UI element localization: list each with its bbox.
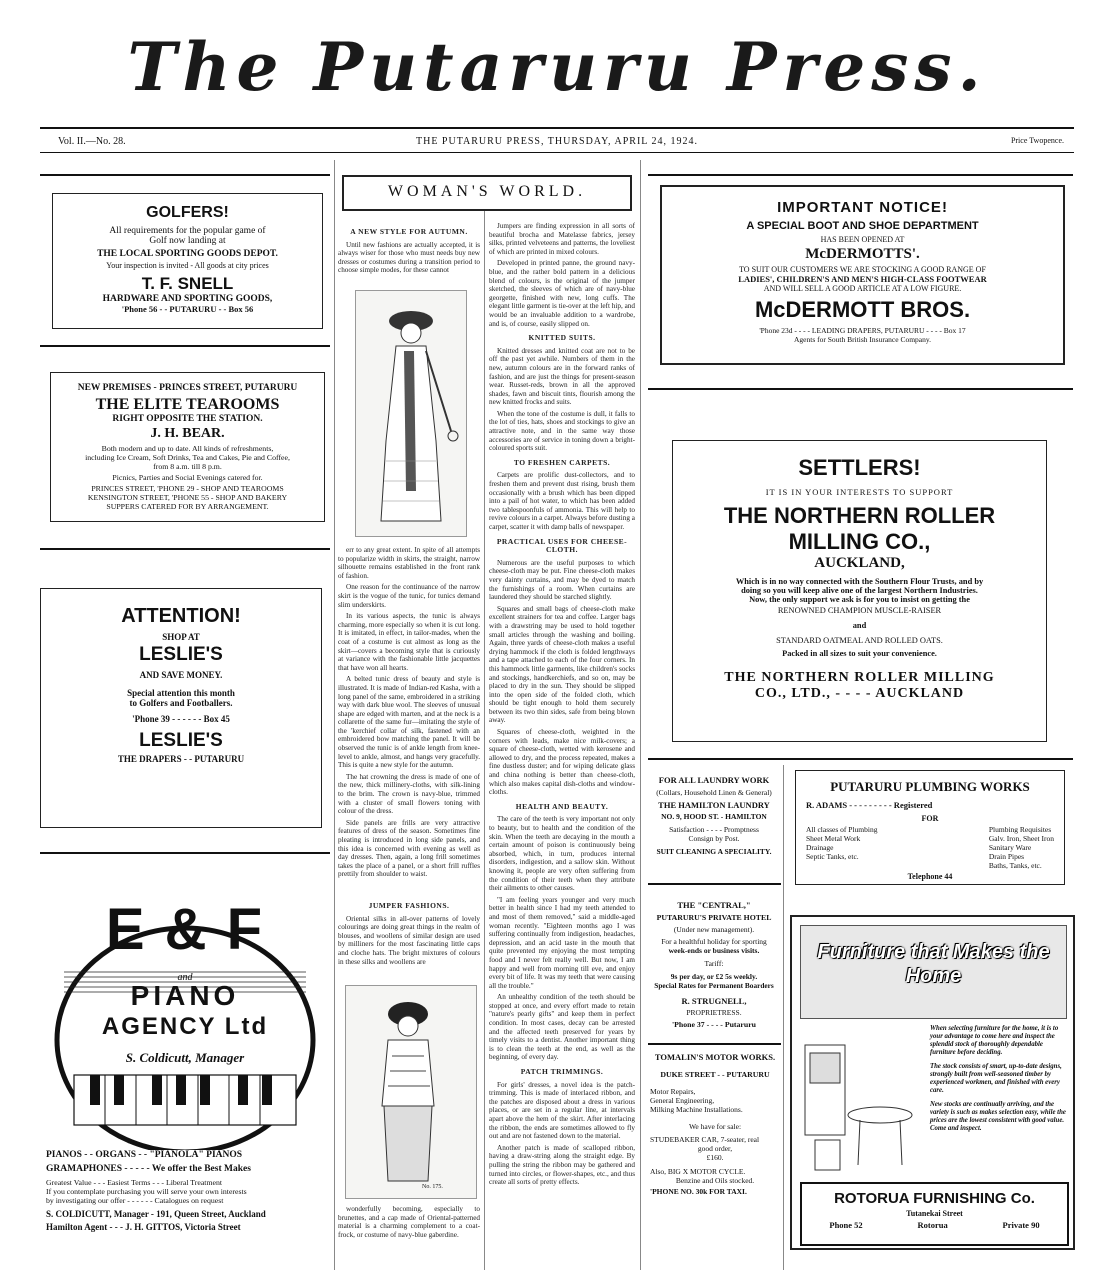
central-phone: 'Phone 37 - - - - Putaruru <box>671 1020 757 1029</box>
dateline-center: THE PUTARURU PRESS, THURSDAY, APRIL 24, 1924. <box>415 136 699 147</box>
paragraph: A belted tunic dress of beauty and style is illustrated. It is made of Indian-red Kasha, with a long panel of the same, embroidered in a striking way with dark blue wool. The sleeves of unusual shape are edged with marten, and at the neck is a collarette of the same fur—imitating the style of the 'kerchief collar of silk, fastened with an embroidered bow matching the panel. It will be observed the tunic is of ankle length from knee-level to ankle, almost, and hangs very gracefully. This is quite a new style for the autumn. <box>338 675 480 770</box>
dateline-price: Price Twopence. <box>1010 136 1064 145</box>
rotorua-footer <box>800 1182 1069 1246</box>
ef-and: and <box>177 972 193 983</box>
settlers-line5: RENOWNED CHAMPION MUSCLE-RAISER <box>777 606 942 615</box>
leslies-ad <box>40 588 322 828</box>
rotorua-text1: When selecting furniture for the home, it is to your advantage to come here and inspect the splendid stock of thoroughly dependable furniture before deciding. <box>930 1025 1059 1056</box>
rotorua-street: Tutanekai Street <box>906 1209 963 1218</box>
golfers-line2: Golf now landing at <box>149 236 226 246</box>
settlers-line7: STANDARD OATMEAL AND ROLLED OATS. <box>776 636 943 645</box>
tomalin-line8: £160. <box>706 1153 724 1162</box>
ef-line5: by investigating our offer - - - - - - Catalogues on request <box>46 1196 224 1205</box>
central-line9: PROPRIETRESS. <box>686 1008 742 1017</box>
divider <box>40 345 330 347</box>
divider <box>648 388 1073 390</box>
woman-header-box <box>342 175 632 211</box>
rotorua-private: Private 90 <box>1002 1220 1040 1230</box>
rotorua-banner: Furniture that Makes the Home <box>817 941 1050 987</box>
ef-manager: S. Coldicutt, Manager <box>125 1050 245 1065</box>
golfers-line4: Your inspection is invited - All goods at city prices <box>106 261 269 270</box>
heading-new-style: A NEW STYLE FOR AUTUMN. <box>350 227 468 236</box>
central-ad <box>648 900 780 1029</box>
elite-line8: KENSINGTON STREET, 'PHONE 55 - SHOP AND BAKERY <box>87 493 288 502</box>
paragraph: Squares and small bags of cheese-cloth make excellent strainers for tea and coffee. Larger bags with a drawstring may be used to hold together small articles through the washing and boiling. Again, three yards of cheese-cloth makes a useful drying hammock if the cloth is folded lengthways and a tape attached to each of the four corners. In this hammock little garments, like children's socks and stockings, handkerchiefs, and so on, may be placed to dry in the sun. They should be slipped into the open side of the folded cloth, which should be tight enough to hold them securely between its two thin sides, safe from being blown away. <box>489 604 635 725</box>
leslies-line3: Special attention this month <box>127 688 235 698</box>
paragraph: wonderfully becoming, especially to brunettes, and a cap made of Oriental-patterned material is a charming complement to a coat-frock, or costume of navy-blue gaberdine. <box>338 1205 480 1239</box>
paragraph: When the tone of the costume is dull, it falls to the lot of ties, hats, shoes and stockings to give an attractive note, and in the same way those accessories are of service in toning down a bright-coloured sports suit. <box>489 409 635 453</box>
laundry-line1: FOR ALL LAUNDRY WORK <box>658 775 770 785</box>
paragraph: Side panels are frills are very attractive features of dress of the season. Sometimes fine pleating is introduced in long side panels, and this idea is concerned with evening as well as day dresses. Then, again, a long frill sometimes takes the place of a panel, or a short frill ruffles prettily from shoulder to waist. <box>338 818 480 879</box>
list-item: Galv. Iron, Sheet Iron <box>988 834 1054 843</box>
ef-line7: Hamilton Agent - - - J. H. GITTOS, Victoria Street <box>46 1222 241 1232</box>
paragraph: "I am feeling years younger and very much better in health since I had my teeth attended to and most of them removed," said a middle-aged woman recently. "Eighteen months ago I was suffering continually from indigestion, headaches, depression, and an acid taste in the mouth that quite prevented my enjoying the most tempting food and I never felt really well. But now, I am happy and well from morning till eve, and enjoy every bit of life. It was my teeth that were causing all the trouble." <box>489 895 635 990</box>
elite-title: THE ELITE TEAROOMS <box>95 396 280 413</box>
central-line2: PUTARURU'S PRIVATE HOTEL <box>656 913 772 922</box>
paragraph: The care of the teeth is very important not only to beauty, but to health and the condition of the skin. When the teeth are decaying in the mouth a certain amount of poison is continuously being absorbed, which, in turn, produces internal disorders, indigestion, and a sallow skin. Without knowing it, people are very often suffering from the condition of their teeth when they attribute their ailments to other causes. <box>489 815 635 893</box>
elite-line4: including Ice Cream, Soft Drinks, Tea and Cakes, Pie and Coffee, <box>85 453 290 462</box>
dress-figure-icon <box>356 291 466 536</box>
ef-logo-text: E & F <box>105 897 265 962</box>
column-rule <box>484 210 485 1270</box>
woman-col-a-mid <box>338 546 480 886</box>
column-rule <box>334 160 335 1270</box>
leslies-line1: SHOP AT <box>162 632 200 642</box>
central-line8: Special Rates for Permanent Boarders <box>654 981 774 990</box>
jumper-figure-icon <box>346 986 476 1198</box>
list-item: Sheet Metal Work <box>806 834 861 843</box>
divider <box>648 1043 781 1045</box>
laundry-line6: Consign by Post. <box>688 834 740 843</box>
settlers-line8: Packed in all sizes to suit your convenience. <box>782 649 937 658</box>
golfers-line1: All requirements for the popular game of <box>109 226 266 236</box>
heading-patch: PATCH TRIMMINGS. <box>520 1067 604 1077</box>
paragraph: Numerous are the useful purposes to which cheese-cloth may be put. Fine cheese-cloth makes very dainty curtains, and may be dyed to match the furnishings of a room. When curtains are laundered they should be starched slightly. <box>489 558 635 602</box>
elite-ad <box>50 372 325 522</box>
paragraph: Knitted dresses and knitted coat are not to be off the past yet awhile. Numbers of them in the new, autumn colours are in the forward ranks of fashion, and are just the things for present-season wear. Russet-reds, brown in all the approved shades, fawn and biscuit tints, flourish among the new knitted frocks and suits. <box>489 346 635 407</box>
golfers-title: GOLFERS! <box>146 204 229 221</box>
settlers-city: AUCKLAND, <box>814 555 905 571</box>
woman-header: WOMAN'S WORLD. <box>387 183 587 200</box>
paragraph: Until new fashions are actually accepted, it is always wiser for those who must needs buy new dresses or costumes during a transition period to choose simple modes, for these cannot <box>338 240 480 275</box>
central-line6: Tariff: <box>704 959 724 968</box>
divider <box>648 174 1073 176</box>
plumbing-left-list <box>806 825 877 870</box>
list-item: Plumbing Requisites <box>988 825 1052 834</box>
woman-col-a-jumper <box>338 896 480 974</box>
heading-jumper: JUMPER FASHIONS. <box>368 901 450 910</box>
woman-col-a-top <box>338 222 480 280</box>
tomalin-title: TOMALIN'S MOTOR WORKS. <box>654 1052 776 1062</box>
central-line4: For a healthful holiday for sporting <box>661 937 767 946</box>
woman-col-a-bottom <box>338 1205 480 1267</box>
laundry-ad <box>648 775 780 856</box>
settlers-ad <box>672 440 1047 742</box>
furniture-illustration <box>800 1025 920 1175</box>
plumbing-ad <box>795 770 1065 885</box>
settlers-line1: IT IS IN YOUR INTERESTS TO SUPPORT <box>765 487 954 497</box>
central-name: R. STRUGNELL, <box>681 996 747 1006</box>
heading-knitted: KNITTED SUITS. <box>528 333 596 343</box>
mcdermott-line4: LADIES', CHILDREN'S AND MEN'S HIGH-CLASS FOOTWEAR <box>738 274 987 284</box>
paragraph: An unhealthy condition of the teeth should be stopped at once, and every effort made to retain "nature's pearly gifts" and keep them in perfect condition. In most cases, decay can be arrested and the affected teeth preserved for years by timely visits to a dentist. Another important thing is to clean the teeth at the end, as well as the beginning, of every day. <box>489 993 635 1062</box>
tomalin-ad <box>650 1052 780 1196</box>
elite-line6: Picnics, Parties and Social Evenings catered for. <box>112 473 263 482</box>
dateline-vol: Vol. II.—No. 28. <box>58 136 126 147</box>
tomalin-line10: Benzine and Oils stocked. <box>675 1176 755 1185</box>
ef-text <box>46 1150 328 1232</box>
tomalin-line4: Milking Machine Installations. <box>650 1105 743 1114</box>
paragraph: In its various aspects, the tunic is always charming, more especially so when it is cut long. It is imitated, in effect, in tailor-mades, when the coat of a costume is cut almost as long as the skirt—covers a becoming style that is curiously at variance with the fashionable little jacquettes that have won all hearts. <box>338 612 480 672</box>
settlers-name: THE NORTHERN ROLLER <box>723 503 996 528</box>
laundry-line7: SUIT CLEANING A SPECIALITY. <box>656 847 772 856</box>
golfers-phone: 'Phone 56 - - PUTARURU - - Box 56 <box>121 304 254 314</box>
central-line1: THE "CENTRAL," <box>677 900 751 910</box>
mcdermott-name2: McDERMOTT BROS. <box>754 297 971 322</box>
elite-line5: from 8 a.m. till 8 p.m. <box>153 462 222 471</box>
laundry-line4: NO. 9, HOOD ST. - HAMILTON <box>661 812 767 821</box>
rotorua-phone: Phone 52 <box>829 1220 863 1230</box>
fashion-illustration <box>355 290 467 537</box>
divider <box>648 758 1073 760</box>
column-rule <box>640 160 641 1270</box>
golfers-ad <box>52 193 323 329</box>
elite-line3: Both modern and up to date. All kinds of refreshments, <box>101 444 274 453</box>
settlers-line4: Now, the only support we ask is for you to insist on getting the <box>749 595 970 604</box>
rotorua-text3: New stocks are continually arriving, and the variety is such as makes selection easy, while the prices are the lowest consistent with good value. Come and inspect. <box>930 1101 1066 1132</box>
mcdermott-line6: Agents for South British Insurance Company. <box>794 335 931 344</box>
tomalin-line1: DUKE STREET - - PUTARURU <box>660 1070 770 1079</box>
laundry-line5: Satisfaction - - - - Promptness <box>669 825 759 834</box>
mcdermott-name: McDERMOTTS'. <box>805 246 920 262</box>
paragraph: Oriental silks in all-over patterns of lovely colourings are doing great things in the realm of blouses, and woollens of similar design are used by milliners for the most fascinating little caps and cloche hats. The bright mixtures of colours in these silks and woollens are <box>338 914 480 966</box>
golfers-line5: HARDWARE AND SPORTING GOODS, <box>102 294 273 304</box>
rotorua-city: Rotorua <box>917 1220 948 1230</box>
ef-line3: Greatest Value - - - Easiest Terms - - - Liberal Treatment <box>46 1178 223 1187</box>
list-item: All classes of Plumbing <box>806 825 878 834</box>
settlers-line3: doing so you will keep alive one of the largest Northern Industries. <box>741 586 978 595</box>
elite-line2: RIGHT OPPOSITE THE STATION. <box>112 414 263 424</box>
column-rule <box>783 765 784 1270</box>
paragraph: Carpets are prolific dust-collectors, and to freshen them and prevent dust rising, brush them occasionally with a brush which has been dipped into a pail of hot water, to which has been added two tablespoonfuls of ammonia. This will help to revive colours in a carpet. Always before dusting a carpet, scatter it with damp balls of newspaper. <box>489 471 635 531</box>
figure-caption: No. 175. <box>422 1184 443 1190</box>
dateline-rule <box>40 152 1074 153</box>
laundry-line3: THE HAMILTON LAUNDRY <box>658 800 770 810</box>
rotorua-banner-box <box>800 925 1067 1019</box>
settlers-name2: MILLING CO., <box>788 529 931 554</box>
leslies-title: ATTENTION! <box>121 605 241 627</box>
golfers-line3: THE LOCAL SPORTING GOODS DEPOT. <box>97 249 278 259</box>
leslies-line5: THE DRAPERS - - PUTARURU <box>117 754 245 764</box>
rotorua-text2: The stock consists of smart, up-to-date designs, strongly built from well-seasoned timber by experienced workmen, and finished with every care. <box>930 1063 1062 1094</box>
heading-health: HEALTH AND BEAUTY. <box>515 801 609 811</box>
settlers-line2: Which is in no way connected with the Southern Flour Trusts, and by <box>735 577 984 586</box>
paragraph: Jumpers are finding expression in all sorts of beautiful brocha and Matelasse fabrics, jersey silks, printed velveteens and patterns, the loveliest of which are printed in mixed colours. <box>489 222 635 256</box>
tomalin-line6: STUDEBAKER CAR, 7-seater, real <box>650 1135 760 1144</box>
plumbing-name: R. ADAMS - - - - - - - - - Registered <box>806 800 933 810</box>
ef-line2: GRAMAPHONES - - - - - We offer the Best Makes <box>46 1164 251 1174</box>
leslies-phone: 'Phone 39 - - - - - - Box 45 <box>132 714 230 724</box>
masthead-rule <box>40 127 1074 129</box>
laundry-line2: (Collars, Household Linen & General) <box>656 788 772 797</box>
tomalin-line9: Also, BIG X MOTOR CYCLE. <box>650 1167 746 1176</box>
divider <box>40 852 330 854</box>
woman-col-b <box>489 222 635 1270</box>
list-item: Drainage <box>806 843 834 852</box>
settlers-line6: and <box>852 621 867 630</box>
settlers-foot2: CO., LTD., - - - - AUCKLAND <box>754 686 965 701</box>
paragraph: Squares of cheese-cloth, weighted in the corners with leads, make nice milk-covers; a square of cheese-cloth, wetted with kerosene and allowed to dry, and the process repeated, makes a fine dustless duster; and for wiping delicate glass and china nothing is better than cheese-cloth, which also makes capital dish-cloths and window-cloths. <box>489 728 635 797</box>
divider <box>40 174 330 176</box>
elite-line9: SUPPERS CATERED FOR BY ARRANGEMENT. <box>106 502 269 511</box>
tomalin-line5: We have for sale: <box>688 1122 742 1131</box>
plumbing-phone: Telephone 44 <box>907 872 953 881</box>
central-line3: (Under new management). <box>673 925 755 934</box>
list-item: Drain Pipes <box>988 852 1025 861</box>
mcdermott-line5: AND WILL SELL A GOOD ARTICLE AT A LOW FIGURE. <box>763 284 962 293</box>
list-item: Baths, Tanks, etc. <box>988 861 1042 870</box>
golfers-name: T. F. SNELL <box>141 274 234 293</box>
paragraph: Developed in printed panne, the ground navy-blue, and the rather bold pattern in a delicious blend of colours, is the original of the jumper sketched, the sleeves of which are of navy-blue georgette, finished with new, long cuffs. The elegant little garment is tie-over at the left hip, and would be an invaluable addition to a wardrobe, and is, of course, easily slipped on. <box>489 259 635 328</box>
leslies-line4: to Golfers and Footballers. <box>129 698 233 708</box>
ef-agency: AGENCY Ltd <box>101 1013 269 1040</box>
plumbing-for: FOR <box>921 814 939 823</box>
paragraph: For girls' dresses, a novel idea is the patch-trimming. This is made of interlaced ribbon, and the patches are disposed about a dress in various places, or are set in a regular line, at intervals apart above the hem of the skirt. After interlacing the ribbon, the ends are sometimes allowed to fly out and are not fastened down to the material. <box>489 1080 635 1141</box>
ef-line6: S. COLDICUTT, Manager - 191, Queen Street, Auckland <box>46 1209 266 1219</box>
plumbing-right-list <box>989 825 1054 870</box>
central-line5: week-ends or business visits. <box>668 946 760 955</box>
list-item: Sanitary Ware <box>988 843 1032 852</box>
settlers-foot1: THE NORTHERN ROLLER MILLING <box>724 670 995 685</box>
settlers-title: SETTLERS! <box>798 455 921 480</box>
rotorua-contact <box>802 1220 1067 1230</box>
leslies-name2: LESLIE'S <box>139 730 223 751</box>
tomalin-line3: General Engineering, <box>650 1096 715 1105</box>
paragraph: err to any great extent. In spite of all attempts to popularize width in skirts, the straight, narrow silhouette remains established in the front rank of fashion. <box>338 546 480 580</box>
heading-cheesecloth: PRACTICAL USES FOR CHEESE-CLOTH. <box>496 536 628 555</box>
elite-name: J. H. BEAR. <box>150 426 225 441</box>
rotorua-name: ROTORUA FURNISHING Co. <box>834 1190 1035 1207</box>
ef-line4: If you contemplate purchasing you will serve your own interests <box>46 1187 247 1196</box>
ef-piano: PIANO <box>130 980 240 1011</box>
mcdermott-line3: TO SUIT OUR CUSTOMERS WE ARE STOCKING A GOOD RANGE OF <box>739 265 986 274</box>
divider <box>40 548 330 550</box>
plumbing-lists <box>796 825 1064 870</box>
tomalin-line11: 'PHONE NO. 30k FOR TAXI. <box>650 1187 747 1196</box>
paragraph: The hat crowning the dress is made of one of the new, thick millinery-cloths, with silk-lining to the brim. The crown is navy-blue, trimmed with a cluster of small flowers toning with colour of the dress. <box>338 772 480 816</box>
mcdermott-phone: 'Phone 23d - - - - LEADING DRAPERS, PUTARURU - - - - Box 17 <box>759 326 966 335</box>
rotorua-ad <box>790 915 1075 1250</box>
rotorua-copy <box>930 1025 1070 1133</box>
central-line7: 9s per day, or £2 5s weekly. <box>670 972 758 981</box>
paragraph: Another patch is made of scalloped ribbon, having a draw-string along the straight edge. By pulling the string the ribbon may be gathered and turned into circles, or flower-shapes, etc., and thus create all sorts of pretty effects. <box>489 1143 635 1187</box>
masthead-title: The Putaruru Press. <box>127 28 987 106</box>
leslies-line2: AND SAVE MONEY. <box>139 670 223 680</box>
ef-line1: PIANOS - - ORGANS - - "PIANOLA" PIANOS <box>46 1150 243 1160</box>
jumper-illustration <box>345 985 477 1199</box>
furniture-icon <box>800 1025 920 1175</box>
leslies-name: LESLIE'S <box>139 644 223 665</box>
mcdermott-ad <box>660 185 1065 365</box>
divider <box>648 883 781 885</box>
ef-logo <box>44 880 326 1150</box>
list-item: Septic Tanks, etc. <box>806 852 859 861</box>
tomalin-line7: good order, <box>697 1144 733 1153</box>
mcdermott-line1: A SPECIAL BOOT AND SHOE DEPARTMENT <box>746 220 979 232</box>
elite-line1: NEW PREMISES - PRINCES STREET, PUTARURU <box>77 383 298 393</box>
mcdermott-line2: HAS BEEN OPENED AT <box>820 235 905 244</box>
mcdermott-title: IMPORTANT NOTICE! <box>777 199 948 216</box>
tomalin-line2: Motor Repairs, <box>650 1087 696 1096</box>
heading-carpets: TO FRESHEN CARPETS. <box>513 457 611 467</box>
plumbing-title: PUTARURU PLUMBING WORKS <box>830 779 1030 794</box>
elite-line7: PRINCES STREET, 'PHONE 29 - SHOP AND TEAROOMS <box>91 484 284 493</box>
paragraph: One reason for the continuance of the narrow skirt is the vogue of the tunic, for tunics demand slim underskirts. <box>338 583 480 609</box>
